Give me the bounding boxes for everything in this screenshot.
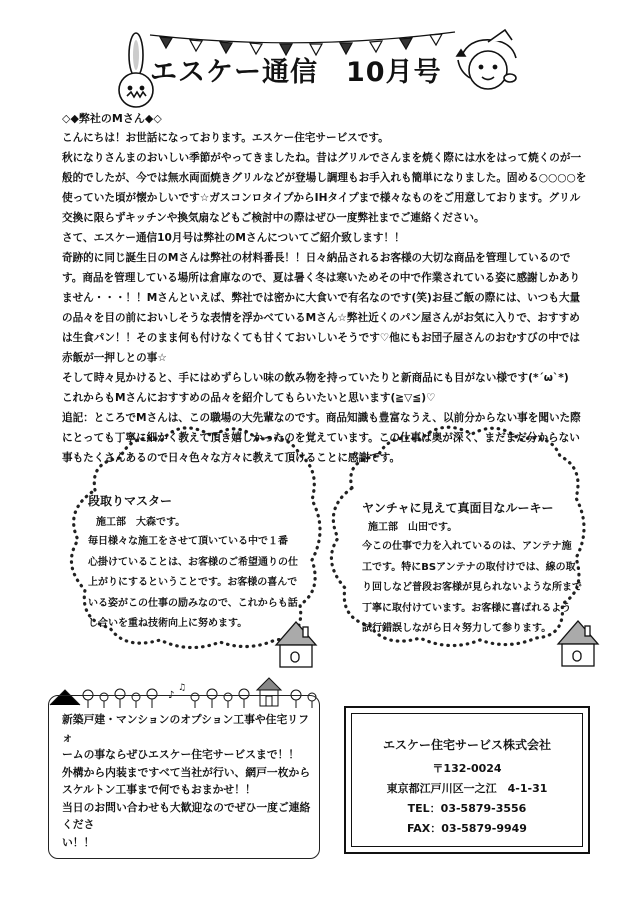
svg-text:♫: ♫	[178, 683, 187, 693]
company-fax: FAX：03-5879-9949	[407, 822, 527, 835]
bubble-left-staff: 施工部 大森です。	[96, 517, 186, 528]
bubble-right-staff: 施工部 山田です。	[368, 522, 458, 533]
promo-text	[62, 711, 312, 851]
company-name: エスケー住宅サービス株式会社	[382, 738, 551, 752]
bubble-right-line: り回しなど普段お客様が見られないような所まで	[362, 582, 582, 593]
company-address: 東京都江戸川区一之江 4-1-31	[386, 782, 548, 795]
promo-line: 当日のお問い合わせも大歓迎なのでぜひ一度ご連絡くださ	[62, 800, 311, 831]
body-paragraph: こんにちは！お世話になっております。エスケー住宅サービスです。	[62, 132, 389, 144]
body-paragraph: そして時々見かけると、手にはめずらしい味の飲み物を持っていたりと新商品にも目がない様です(*´ω`*)	[62, 372, 569, 384]
svg-text:♪: ♪	[168, 690, 175, 701]
bubble-left-line: 上がりにするということです。お客様の喜んで	[88, 577, 298, 588]
bubble-right-line: 試行錯誤しながら日々努力して参ります。	[362, 623, 552, 634]
bubble-left-line: 心掛けていることは、お客様のご希望通りの仕	[88, 556, 298, 568]
bubble-left-body	[88, 532, 298, 635]
body-paragraph: これからもMさんにおすすめの品々を紹介してもらいたいと思います(≧▽≦)♡	[62, 392, 436, 404]
promo-line: スケルトン工事まで何でもおまかせ！！	[62, 783, 256, 796]
body-paragraph: 奇跡的に同じ誕生日のMさんは弊社の材料番長！！日々納品されるお客様の大切な商品を管理しているのです。商品を管理している場所は倉庫なので、夏は暑く冬は寒いためその中で作業されている姿に感謝しかありません・・・！！Mさんといえば、弊社では密かに大食いで有名なのです(笑)お昼ご飯の際には、いつも大量の品々を目の前においしそうな表情を浮かべているMさん☆弊社近くのパン屋さんがお気に入りで、おすすめは生食パン！！そのまま何も付けなくても甘くておいしいそうです♡他にもお団子屋さんのおむすびの中では赤飯が一押しとの事☆	[62, 252, 581, 364]
boy-character-icon	[457, 30, 516, 89]
article-body	[62, 128, 590, 468]
bunny-icon	[119, 33, 153, 107]
bubble-right-body	[362, 537, 582, 640]
body-paragraph: さて、エスケー通信10月号は弊社のMさんについてご紹介致します！！	[62, 232, 405, 244]
bubble-right-line: 工です。特にBSアンテナの取付けでは、線の取	[362, 561, 576, 573]
company-postal-code: 〒132-0024	[432, 762, 502, 775]
promo-line: い！！	[62, 835, 95, 849]
newsletter-title: エスケー通信 10月号	[150, 57, 442, 88]
bubble-left-line: 毎日様々な施工をさせて頂いている中で１番	[88, 536, 288, 547]
body-paragraph: 秋になりさんまのおいしい季節がやってきましたね。昔はグリルでさんまを焼く際には水をはって焼くのが一般的でしたが、今では無水両面焼きグリルなどが登場し調理もお手入れも簡単になりました。固める○○○○を使っていた頃が懐かしいです☆ガスコンロタイプからIHタイプまで様々なものをご用意しております。グリル交換に限らずキッチンや換気扇などもご検討中の際はぜひ一度弊社までご連絡ください。	[62, 152, 587, 224]
company-phone: TEL：03-5879-3556	[407, 802, 527, 815]
promo-line: 新築戸建・マンションのオプション工事や住宅リフォ	[62, 713, 309, 744]
bubble-left-line: いる姿がこの仕事の励みなので、これからも話	[88, 597, 298, 609]
section-heading: ◇◆弊社のMさん◆◇	[62, 112, 162, 125]
bubble-left-line: し合いを重ね技術向上に努めます。	[88, 618, 248, 629]
promo-line: ームの事ならぜひエスケー住宅サービスまで！！	[62, 748, 300, 761]
promo-line: 外構から内装まですべて当社が行い、網戸一枚から	[62, 765, 311, 779]
bubble-right-line: 今この仕事で力を入れているのは、アンテナ施	[362, 541, 572, 552]
body-paragraph: 追記：ところでMさんは、この職場の大先輩なのです。商品知識も豊富なうえ、以前分からない事を聞いた際にとっても丁寧に細かく教えて頂き嬉しかったのを覚えています。この仕事は奥が深く、まだまだ分からない事もたくさんあるので日々色々な方々に教えて頂けることに感謝です。	[62, 412, 581, 464]
bubble-left-title: 段取りマスター	[88, 494, 173, 508]
bubble-right-line: 丁寧に取付けています。お客様に喜ばれるよう	[362, 602, 572, 614]
bubble-right-title: ヤンチャに見えて真面目なルーキー	[362, 501, 554, 515]
